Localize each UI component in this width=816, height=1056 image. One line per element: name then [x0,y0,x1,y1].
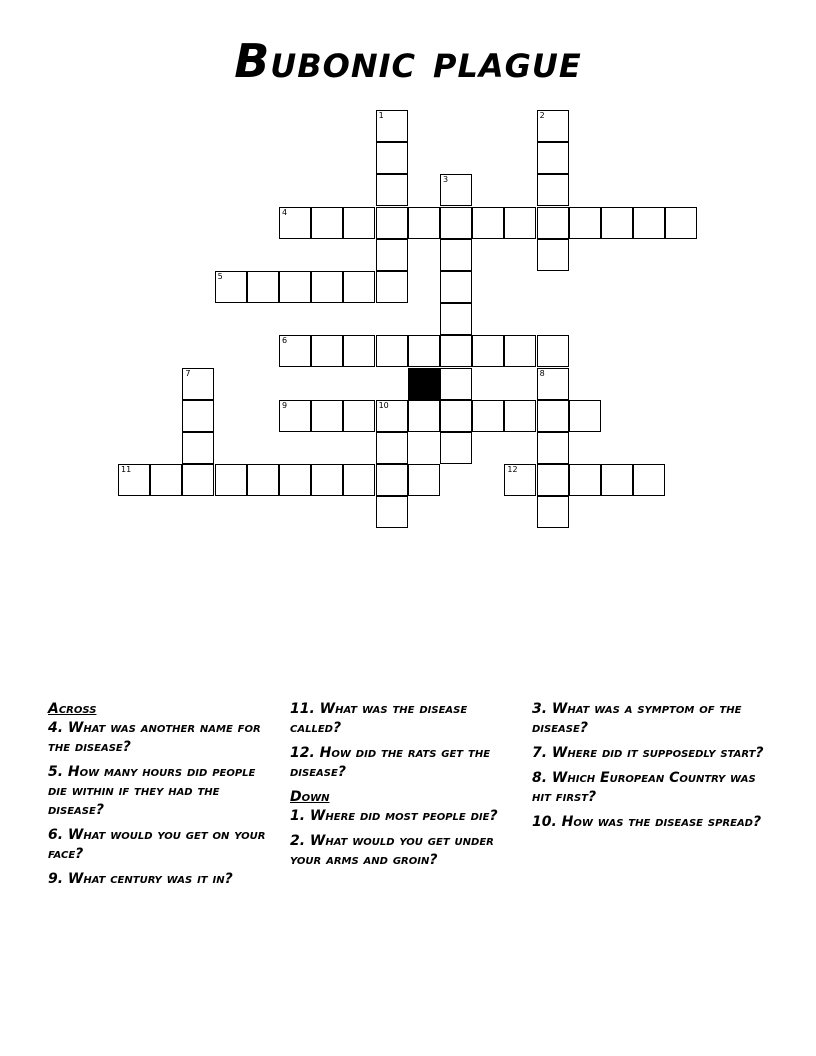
grid-cell[interactable] [279,335,311,367]
grid-cell[interactable] [376,142,408,174]
clue-text: 3. What was a symptom of the disease? [532,701,742,736]
grid-cell[interactable] [247,271,279,303]
clue-number: 9 [282,400,288,410]
grid-cell[interactable] [311,271,343,303]
clue-heading: Down [290,789,330,805]
page-title: Bubonic plague [234,34,582,88]
grid-cell[interactable] [633,207,665,239]
grid-cell[interactable] [376,207,408,239]
clue-text: 7. Where did it supposedly start? [532,745,764,761]
clue-text: 11. What was the disease called? [290,701,468,736]
clue-text: 10. How was the disease spread? [532,814,762,830]
grid-cell[interactable] [408,400,440,432]
grid-cell[interactable] [182,464,214,496]
grid-cell[interactable] [537,432,569,464]
grid-cell[interactable] [537,239,569,271]
grid-cell[interactable] [279,271,311,303]
clue-number: 7 [185,368,191,378]
grid-cell[interactable] [311,207,343,239]
clue-number: 10 [378,400,389,410]
grid-cell[interactable] [182,400,214,432]
grid-cell[interactable] [440,368,472,400]
grid-cell[interactable] [472,207,504,239]
grid-cell[interactable] [537,464,569,496]
grid-cell[interactable] [343,207,375,239]
clue-text: 5. How many hours did people die within if they had the disease? [48,764,256,818]
grid-cell[interactable] [665,207,697,239]
grid-cell[interactable] [343,271,375,303]
grid-cell[interactable] [376,174,408,206]
grid-cell[interactable] [537,207,569,239]
grid-cell[interactable] [633,464,665,496]
grid-cell[interactable] [440,174,472,206]
clues-column-1 [48,700,278,895]
clue-number: 11 [121,465,132,475]
grid-cell[interactable] [440,432,472,464]
clue-text: 1. Where did most people die? [290,808,498,824]
grid-cell[interactable] [376,400,408,432]
grid-cell[interactable] [376,464,408,496]
grid-cell[interactable] [440,207,472,239]
grid-cell[interactable] [247,464,279,496]
clue-number: 6 [282,336,288,346]
grid-cell[interactable] [601,464,633,496]
clue-text: 8. Which European Country was hit first? [532,770,756,805]
grid-cell[interactable] [279,464,311,496]
clue-number: 4 [282,207,288,217]
grid-cell[interactable] [150,464,182,496]
grid-cell[interactable] [601,207,633,239]
grid-cell[interactable] [376,239,408,271]
clue-number: 5 [217,272,223,281]
grid-cell[interactable] [504,400,536,432]
grid-cell[interactable] [472,335,504,367]
clue-number: 3 [443,175,449,185]
grid-cell[interactable] [279,400,311,432]
clue-heading: Across [48,701,97,717]
grid-cell[interactable] [504,464,536,496]
grid-cell[interactable] [343,335,375,367]
grid-cell[interactable] [279,207,311,239]
grid-cell[interactable] [376,432,408,464]
grid-cell[interactable] [537,142,569,174]
grid-cell[interactable] [504,335,536,367]
grid-cell[interactable] [408,207,440,239]
grid-cell[interactable] [569,207,601,239]
grid-cell[interactable] [440,400,472,432]
grid-cell[interactable] [376,110,408,142]
grid-block [408,368,440,400]
grid-cell[interactable] [504,207,536,239]
grid-cell[interactable] [182,368,214,400]
grid-cell[interactable] [537,400,569,432]
grid-cell[interactable] [440,271,472,303]
grid-cell[interactable] [182,432,214,464]
grid-cell[interactable] [408,335,440,367]
clue-number: 12 [507,465,518,475]
clue-text: 6. What would you get on your face? [48,827,266,862]
grid-cell[interactable] [343,464,375,496]
grid-cell[interactable] [472,400,504,432]
clues-column-2 [290,700,520,876]
grid-cell[interactable] [537,496,569,528]
clues-column-3 [532,700,772,838]
clue-text: 4. What was another name for the disease? [48,720,261,755]
grid-cell[interactable] [343,400,375,432]
grid-cell[interactable] [376,335,408,367]
clue-number: 1 [378,111,384,120]
grid-cell[interactable] [537,110,569,142]
grid-cell[interactable] [376,496,408,528]
clue-number: 8 [539,368,545,378]
grid-cell[interactable] [537,368,569,400]
clue-number: 2 [539,111,545,120]
grid-cell[interactable] [118,464,150,496]
grid-cell[interactable] [537,335,569,367]
clue-text: 2. What would you get under your arms and groin? [290,833,494,868]
grid-cell[interactable] [311,335,343,367]
grid-cell[interactable] [215,464,247,496]
grid-cell[interactable] [569,400,601,432]
grid-cell[interactable] [215,271,247,303]
grid-cell[interactable] [311,464,343,496]
grid-cell[interactable] [569,464,601,496]
grid-cell[interactable] [311,400,343,432]
clue-text: 12. How did the rats get the disease? [290,745,491,780]
grid-cell[interactable] [440,303,472,335]
grid-cell[interactable] [440,335,472,367]
grid-cell[interactable] [408,464,440,496]
grid-cell[interactable] [537,174,569,206]
clue-text: 9. What century was it in? [48,871,233,887]
grid-cell[interactable] [376,271,408,303]
grid-cell[interactable] [440,239,472,271]
